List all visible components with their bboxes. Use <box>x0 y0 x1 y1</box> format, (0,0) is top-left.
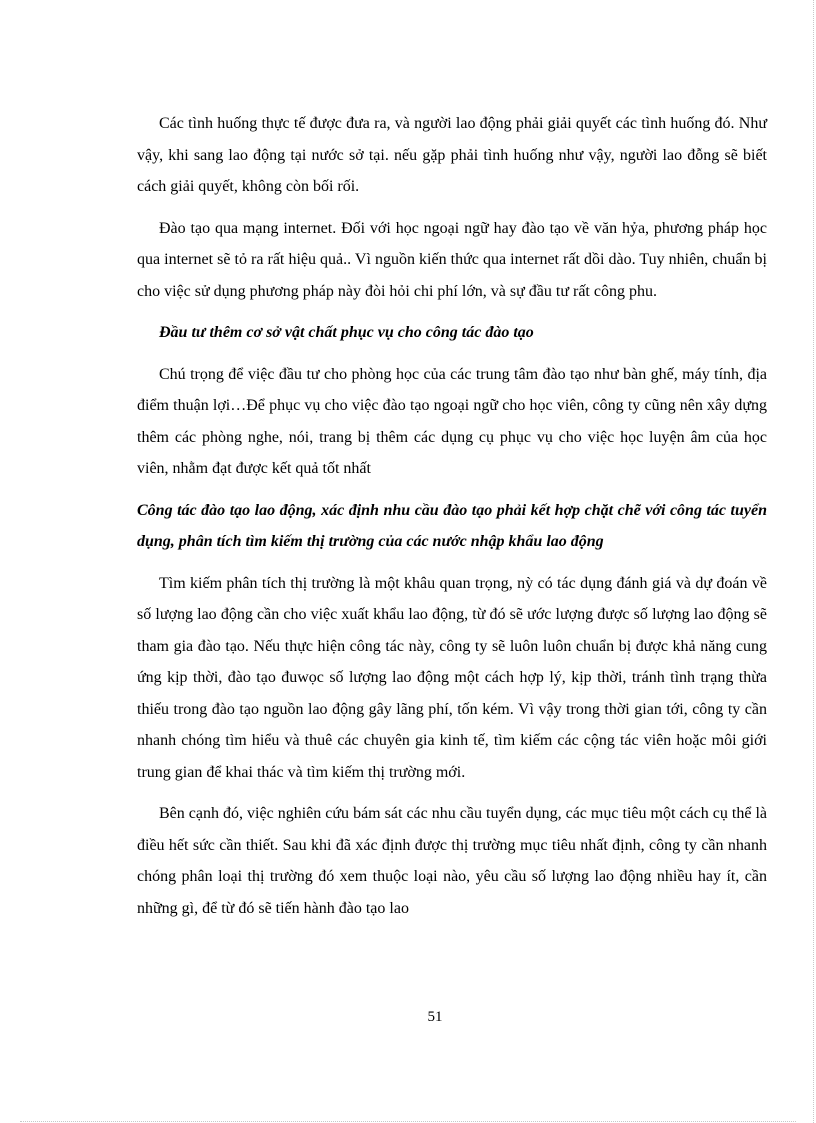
page-right-border <box>813 0 814 1123</box>
paragraph-recruitment-needs: Bên cạnh đó, việc nghiên cứu bám sát các nhu cầu tuyển dụng, các mục tiêu một cách cụ thể là điều hết sức cần thiết. Sau khi đã xác định được thị trường mục tiêu nhất định, công ty cần nhanh chóng phân loại thị trường đó xem thuộc loại nào, yêu cầu số lượng lao động nhiều hay ít, cần những gì, để từ đó sẽ tiến hành đào tạo lao <box>137 805 767 917</box>
page-content <box>137 108 767 934</box>
page-bottom-border <box>20 1121 796 1122</box>
paragraph-market-research: Tìm kiếm phân tích thị trường là một khâu quan trọng, nỳ có tác dụng đánh giá và dự đoán về số lượng lao động cần cho việc xuất khẩu lao động, từ đó sẽ ước lượng được số lượng lao động sẽ tham gia đào tạo. Nếu thực hiện công tác này, công ty sẽ luôn luôn chuẩn bị được khả năng cung ứng kịp thời, đào tạo đuwọc số lượng lao động một cách hợp lý, kịp thời, tránh tình trạng thừa thiếu trong đào tạo nguồn lao động gây lãng phí, tốn kém. Vì vậy trong thời gian tới, công ty cần nhanh chóng tìm hiểu và thuê các chuyên gia kinh tế, tìm kiếm các cộng tác viên hoặc môi giới trung gian để khai thác và tìm kiếm thị trường mới. <box>137 574 767 781</box>
heading-facilities: Đầu tư thêm cơ sở vật chất phục vụ cho công tác đào tạo <box>159 324 534 341</box>
paragraph-internet-training: Đào tạo qua mạng internet. Đối với học ngoại ngữ hay đào tạo về văn hỷa, phương pháp học qua internet sẽ tỏ ra rất hiệu quả.. Vì nguồn kiến thức qua internet rất dồi dào. Tuy nhiên, chuẩn bị cho việc sử dụng phương pháp này đòi hỏi chi phí lớn, và sự đầu tư rất công phu. <box>137 219 767 300</box>
heading-training-recruitment: Công tác đào tạo lao động, xác định nhu cầu đào tạo phải kết hợp chặt chẽ với công tác tuyển dụng, phân tích tìm kiếm thị trường của các nước nhập khẩu lao động <box>137 501 767 550</box>
paragraph-facilities: Chú trọng để việc đầu tư cho phòng học của các trung tâm đào tạo như bàn ghế, máy tính, địa điểm thuận lợi…Để phục vụ cho việc đào tạo ngoại ngữ cho học viên, công ty cũng nên xây dựng thêm các phòng nghe, nói, trang bị thêm các dụng cụ phục vụ cho việc học luyện âm của học viên, nhằm đạt được kết quả tốt nhất <box>137 365 767 477</box>
paragraph-situations: Các tình huống thực tế được đưa ra, và người lao động phải giải quyết các tình huống đó. Như vậy, khi sang lao động tại nước sở tại. nếu gặp phải tình huống như vậy, người lao đỗng sẽ biết cách giải quyết, không còn bối rối. <box>137 115 767 195</box>
page-number: 51 <box>427 1009 443 1025</box>
